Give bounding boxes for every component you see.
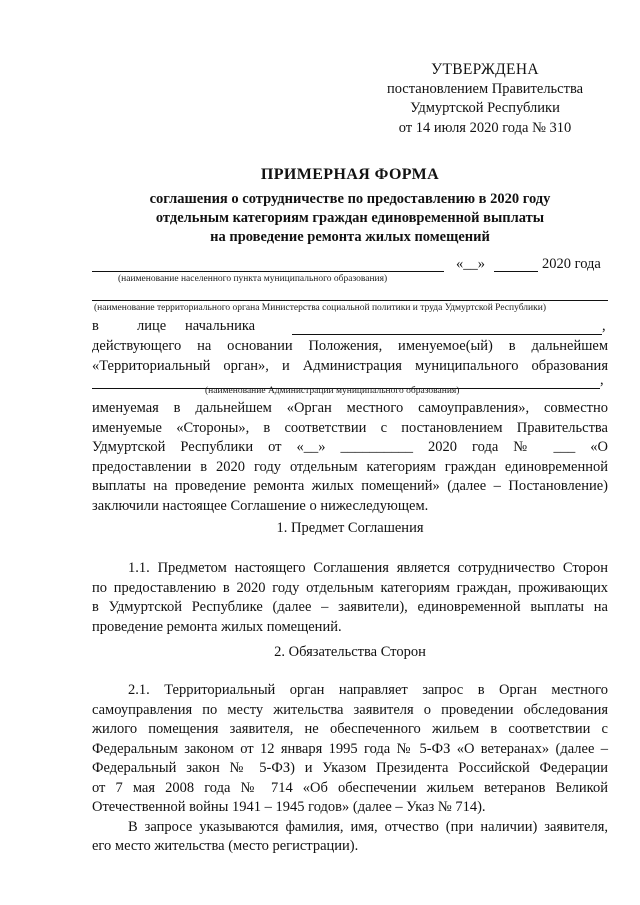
text-line: от 7 мая 2008 года № 714 «Об обеспечении жильем ветеранов Великой [92,779,608,796]
section-2-title: 2. Обязательства Сторон [274,644,426,660]
text-line: Федеральным законом от 12 января 1995 года № 5-ФЗ «О ветеранах» (далее – [92,740,608,757]
section-1-body [92,559,608,637]
text-line: проведение ремонта жилых помещений. [92,618,342,635]
intro-word: начальника [185,318,256,334]
text-line: в Удмуртской Республике (далее – заявители), единовременной выплаты на [92,599,608,615]
text-line: заключили настоящее Соглашение о нижеследующем. [92,497,429,514]
intro-comma: , [602,318,606,334]
approval-heading: УТВЕРЖДЕНА [431,61,539,78]
territorial-caption: (наименование территориального органа Министерства социальной политики и труда Удмуртской Республики) [94,303,546,313]
text-line: по предоставлению в 2020 году отдельным категориям граждан, проживающих [92,579,608,596]
intro-paragraph-b [92,399,608,516]
text-line: Отечественной войны 1941 – 1945 годов» (далее – Указ № 714). [92,799,486,815]
place-caption: (наименование населенного пункта муниципального образования) [118,274,388,284]
text-line: Федеральный закон № 5-ФЗ) и Указом Президента Российской Федерации [92,760,608,776]
text-line: именуемые «Стороны», в соответствии с постановлением Правительства [92,419,608,436]
document-subtitle: на проведение ремонта жилых помещений [210,229,490,245]
place-blank-line [92,271,444,272]
text-line: предоставлении в 2020 году отдельным категориям граждан единовременной [92,458,608,475]
approval-block [380,60,590,138]
text-line: Удмуртской Республики от «__» __________ 2020 года № ___ «О [92,439,608,455]
date-year-label: 2020 года [542,256,601,272]
intro-paragraph-a [92,337,608,376]
document-subtitle: отдельным категориям граждан единовременной выплаты [155,210,545,226]
admin-caption: (наименование Администрации муниципального образования) [205,386,460,396]
section-2-body [92,681,608,857]
document-title: ПРИМЕРНАЯ ФОРМА [260,166,440,183]
approval-line: постановлением Правительства [386,80,584,97]
text-line: 1.1. Предметом настоящего Соглашения является сотрудничество Сторон [128,560,608,576]
chief-name-blank [292,334,602,335]
text-line: выплаты на проведение ремонта жилых помещений» (далее – Постановление) [92,478,608,494]
intro-word: в [92,318,99,334]
text-line: «Территориальный орган», и Администрация муниципального образования [92,357,608,374]
text-line: именуемая в дальнейшем «Орган местного самоуправления», совместно [92,400,608,416]
approval-line: Удмуртской Республики [410,100,560,116]
text-line: самоуправления по месту жительства заявителя о проведении обследования [92,701,608,718]
date-day-field: «__» [456,256,485,272]
text-line: В запросе указываются фамилия, имя, отчество (при наличии) заявителя, [128,818,608,835]
admin-comma: , [600,372,604,388]
text-line: 2.1. Территориальный орган направляет запрос в Орган местного [128,682,608,698]
text-line: жилого помещения заявителя, не обеспеченного жильем в соответствии с [92,721,608,737]
territorial-blank-line [92,300,608,301]
document-subtitle: соглашения о сотрудничестве по предоставлению в 2020 году [149,191,551,207]
approval-date: от 14 июля 2020 года № 310 [398,119,572,136]
text-line: его место жительства (место регистрации). [92,838,359,854]
intro-word: лице [137,318,167,334]
text-line: действующего на основании Положения, именуемое(ый) в дальнейшем [92,338,608,354]
date-month-blank [494,271,538,272]
section-1-title: 1. Предмет Соглашения [276,520,424,536]
